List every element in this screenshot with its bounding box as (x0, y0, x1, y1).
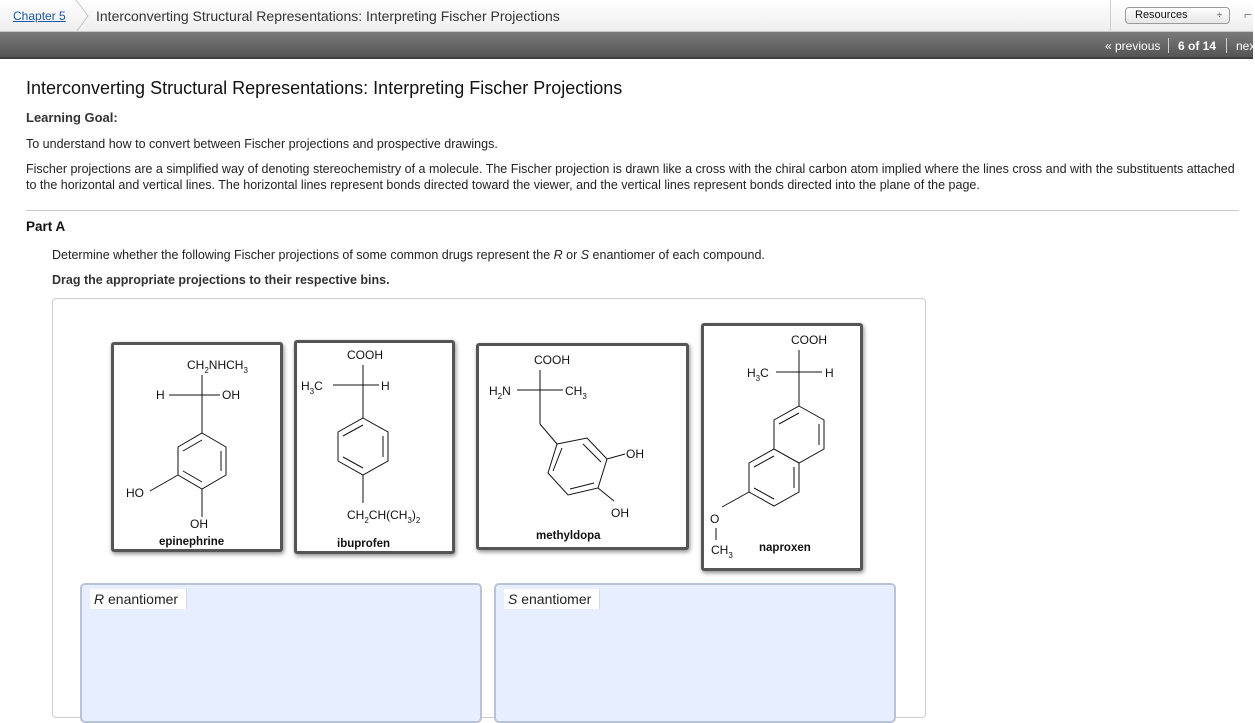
nav-divider (1226, 38, 1227, 53)
r-bin-label: R enantiomer (90, 589, 187, 609)
h-label: H (381, 379, 390, 393)
h3c-label: $H_3C$ (747, 366, 769, 383)
breadcrumb-title: Interconverting Structural Representations: Interpreting Fischer Projections (96, 8, 560, 24)
previous-link[interactable]: « previous (1105, 39, 1161, 53)
methyldopa-structure (479, 346, 686, 547)
oh-top-label: OH (626, 447, 644, 461)
learning-goal-label: Learning Goal: (26, 110, 118, 125)
naproxen-card[interactable] (701, 323, 863, 571)
o-label: O (710, 512, 720, 526)
nav-divider (1168, 38, 1169, 53)
page-title: Interconverting Structural Representations: Interpreting Fischer Projections (26, 78, 623, 98)
epinephrine-name: epinephrine (159, 536, 225, 548)
oh-bottom-label: OH (190, 517, 208, 531)
cooh-label: COOH (347, 348, 383, 362)
epinephrine-structure (114, 345, 280, 549)
cooh-label: COOH (534, 353, 570, 367)
dropdown-arrow-icon: ÷ (1217, 10, 1222, 20)
top-bar-divider (1110, 0, 1111, 32)
h-label: H (825, 366, 834, 380)
learning-goal-text: To understand how to convert between Fischer projections and prospective drawings. (26, 137, 498, 151)
epinephrine-card[interactable] (111, 342, 283, 552)
h2n-label: $H_2N$ (489, 384, 511, 401)
methyldopa-name: methyldopa (536, 530, 601, 542)
isobutyl-label: $CH_2CH(CH_3)_2$ (347, 508, 421, 525)
breadcrumb-separator-icon (74, 0, 96, 32)
corner-icon: ⌐ (1244, 6, 1253, 22)
drag-drop-area (52, 298, 926, 718)
cooh-label: COOH (791, 333, 827, 347)
question-text: Determine whether the following Fischer projections of some common drugs represent the R or S enantiomer of each compound. (52, 248, 765, 262)
ibuprofen-card[interactable] (294, 340, 455, 554)
ch2nhch3-label: $CH_2NHCH_3$ (187, 358, 248, 375)
resources-dropdown[interactable] (1125, 7, 1230, 24)
oh-bottom-label: OH (611, 506, 629, 520)
h3c-label: $H_3C$ (301, 379, 323, 396)
h-label: H (156, 388, 165, 402)
instruction-text: Drag the appropriate projections to their respective bins. (52, 273, 390, 287)
section-divider (26, 210, 1239, 211)
s-bin-label: S enantiomer (504, 589, 600, 609)
top-bar (0, 0, 1253, 32)
intro-paragraph: Fischer projections are a simplified way of denoting stereochemistry of a molecule. The Fischer projection is drawn like a cross with the chiral carbon atom implied where the lines cross and with the substituents attached to the horizontal and vertical lines. The horizontal lines represent bonds directed toward the viewer, and the vertical lines represent bonds directed into the plane of the page. (26, 162, 1235, 192)
nav-bar (0, 32, 1253, 59)
ibuprofen-structure (297, 343, 452, 551)
next-link[interactable]: nex (1236, 39, 1255, 53)
resources-label: Resources (1135, 9, 1188, 21)
ch3-label: $CH_3$ (565, 384, 587, 401)
methyldopa-card[interactable] (476, 343, 689, 550)
part-a-label: Part A (26, 219, 66, 234)
ho-label: HO (126, 486, 144, 500)
ibuprofen-name: ibuprofen (337, 538, 391, 550)
ch3-label: $CH_3$ (711, 543, 733, 560)
s-enantiomer-bin[interactable] (494, 583, 896, 723)
naproxen-structure (704, 326, 860, 568)
r-enantiomer-bin[interactable] (80, 583, 482, 723)
item-counter: 6 of 14 (1178, 39, 1217, 53)
naproxen-name: naproxen (759, 542, 811, 554)
oh-label: OH (222, 388, 240, 402)
chapter-link[interactable]: Chapter 5 (13, 9, 66, 23)
